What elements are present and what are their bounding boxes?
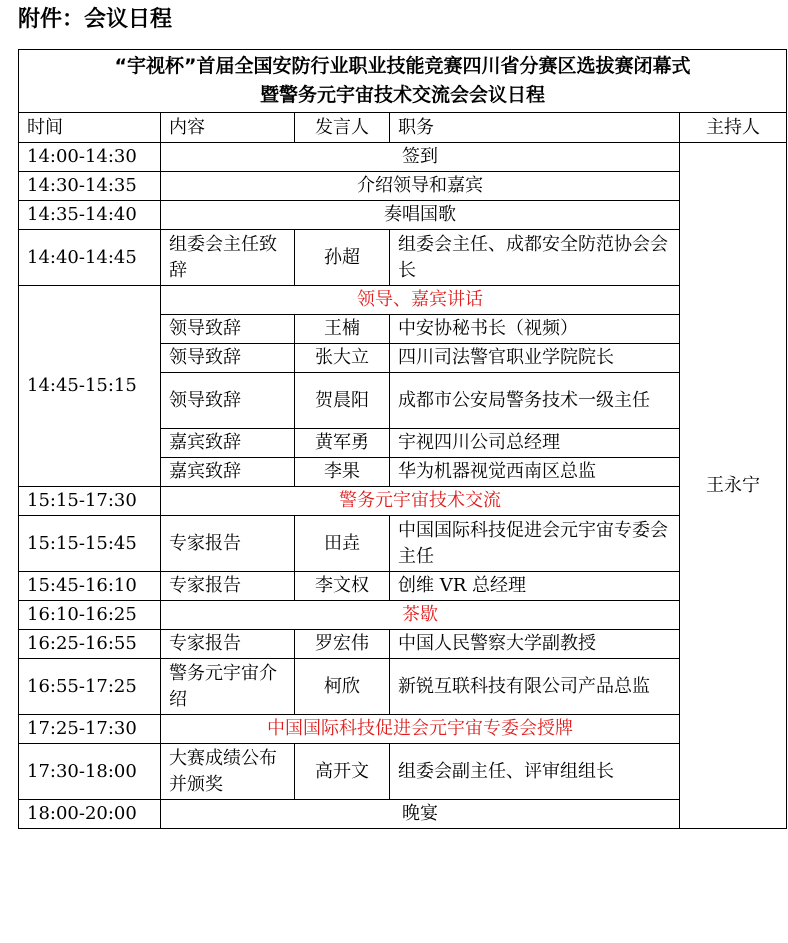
table-row xyxy=(19,601,787,630)
time-cell: 18:00-20:00 xyxy=(19,800,161,829)
content-cell: 大赛成绩公布并颁奖 xyxy=(161,744,295,800)
time-cell: 16:25-16:55 xyxy=(19,630,161,659)
content-cell: 专家报告 xyxy=(161,572,295,601)
speaker-cell: 李果 xyxy=(295,458,390,487)
content-cell: 领导致辞 xyxy=(161,344,295,373)
speaker-cell: 孙超 xyxy=(295,230,390,286)
speaker-cell: 李文权 xyxy=(295,572,390,601)
table-row xyxy=(19,516,787,572)
header-speaker: 发言人 xyxy=(295,113,390,143)
header-content: 内容 xyxy=(161,113,295,143)
position-cell: 四川司法警官职业学院院长 xyxy=(390,344,680,373)
award-ceremony: 中国国际科技促进会元宇宙专委会授牌 xyxy=(161,715,680,744)
table-row xyxy=(19,715,787,744)
table-row xyxy=(19,744,787,800)
content-cell: 领导致辞 xyxy=(161,315,295,344)
agenda-title xyxy=(19,50,787,113)
content-cell: 嘉宾致辞 xyxy=(161,429,295,458)
speaker-cell: 黄军勇 xyxy=(295,429,390,458)
position-cell: 创维 VR 总经理 xyxy=(390,572,680,601)
speaker-cell: 高开文 xyxy=(295,744,390,800)
time-cell: 14:00-14:30 xyxy=(19,143,161,172)
position-cell: 组委会副主任、评审组组长 xyxy=(390,744,680,800)
position-cell: 宇视四川公司总经理 xyxy=(390,429,680,458)
speaker-cell: 王楠 xyxy=(295,315,390,344)
table-row xyxy=(19,172,787,201)
span-cell: 晚宴 xyxy=(161,800,680,829)
table-row xyxy=(19,800,787,829)
page-heading: 附件：会议日程 xyxy=(18,7,173,32)
position-cell: 新锐互联科技有限公司产品总监 xyxy=(390,659,680,715)
table-row xyxy=(19,201,787,230)
content-cell: 专家报告 xyxy=(161,630,295,659)
position-cell: 中安协秘书长（视频） xyxy=(390,315,680,344)
table-row xyxy=(19,487,787,516)
span-cell: 介绍领导和嘉宾 xyxy=(161,172,680,201)
time-cell: 15:45-16:10 xyxy=(19,572,161,601)
header-host: 主持人 xyxy=(680,113,787,143)
content-cell: 组委会主任致辞 xyxy=(161,230,295,286)
table-row xyxy=(19,143,787,172)
span-cell: 奏唱国歌 xyxy=(161,201,680,230)
speaker-cell: 贺晨阳 xyxy=(295,373,390,429)
time-cell: 14:40-14:45 xyxy=(19,230,161,286)
tea-break: 茶歇 xyxy=(161,601,680,630)
table-row xyxy=(19,286,787,315)
content-cell: 嘉宾致辞 xyxy=(161,458,295,487)
time-cell: 14:45-15:15 xyxy=(19,286,161,487)
time-cell: 17:25-17:30 xyxy=(19,715,161,744)
header-row xyxy=(19,113,787,143)
speaker-cell: 罗宏伟 xyxy=(295,630,390,659)
position-cell: 华为机器视觉西南区总监 xyxy=(390,458,680,487)
agenda-title-line1: “宇视杯”首届全国安防行业职业技能竞赛四川省分赛区选拔赛闭幕式 xyxy=(114,55,691,77)
speaker-cell: 田垚 xyxy=(295,516,390,572)
section-header-speeches: 领导、嘉宾讲话 xyxy=(161,286,680,315)
position-cell: 组委会主任、成都安全防范协会会长 xyxy=(390,230,680,286)
content-cell: 领导致辞 xyxy=(161,373,295,429)
time-cell: 15:15-15:45 xyxy=(19,516,161,572)
time-cell: 16:10-16:25 xyxy=(19,601,161,630)
header-position: 职务 xyxy=(390,113,680,143)
time-cell: 17:30-18:00 xyxy=(19,744,161,800)
time-cell: 14:35-14:40 xyxy=(19,201,161,230)
section-header-tech-exchange: 警务元宇宙技术交流 xyxy=(161,487,680,516)
span-cell: 签到 xyxy=(161,143,680,172)
table-row xyxy=(19,630,787,659)
time-cell: 15:15-17:30 xyxy=(19,487,161,516)
content-cell: 专家报告 xyxy=(161,516,295,572)
title-row xyxy=(19,50,787,113)
agenda-title-line2: 暨警务元宇宙技术交流会会议日程 xyxy=(260,84,546,106)
speaker-cell: 柯欣 xyxy=(295,659,390,715)
speaker-cell: 张大立 xyxy=(295,344,390,373)
time-cell: 16:55-17:25 xyxy=(19,659,161,715)
header-time: 时间 xyxy=(19,113,161,143)
position-cell: 中国国际科技促进会元宇宙专委会主任 xyxy=(390,516,680,572)
position-cell: 中国人民警察大学副教授 xyxy=(390,630,680,659)
table-row xyxy=(19,659,787,715)
agenda-table xyxy=(18,49,787,829)
position-cell: 成都市公安局警务技术一级主任 xyxy=(390,373,680,429)
time-cell: 14:30-14:35 xyxy=(19,172,161,201)
host-cell: 王永宁 xyxy=(680,143,787,829)
content-cell: 警务元宇宙介绍 xyxy=(161,659,295,715)
table-row xyxy=(19,572,787,601)
table-row xyxy=(19,230,787,286)
